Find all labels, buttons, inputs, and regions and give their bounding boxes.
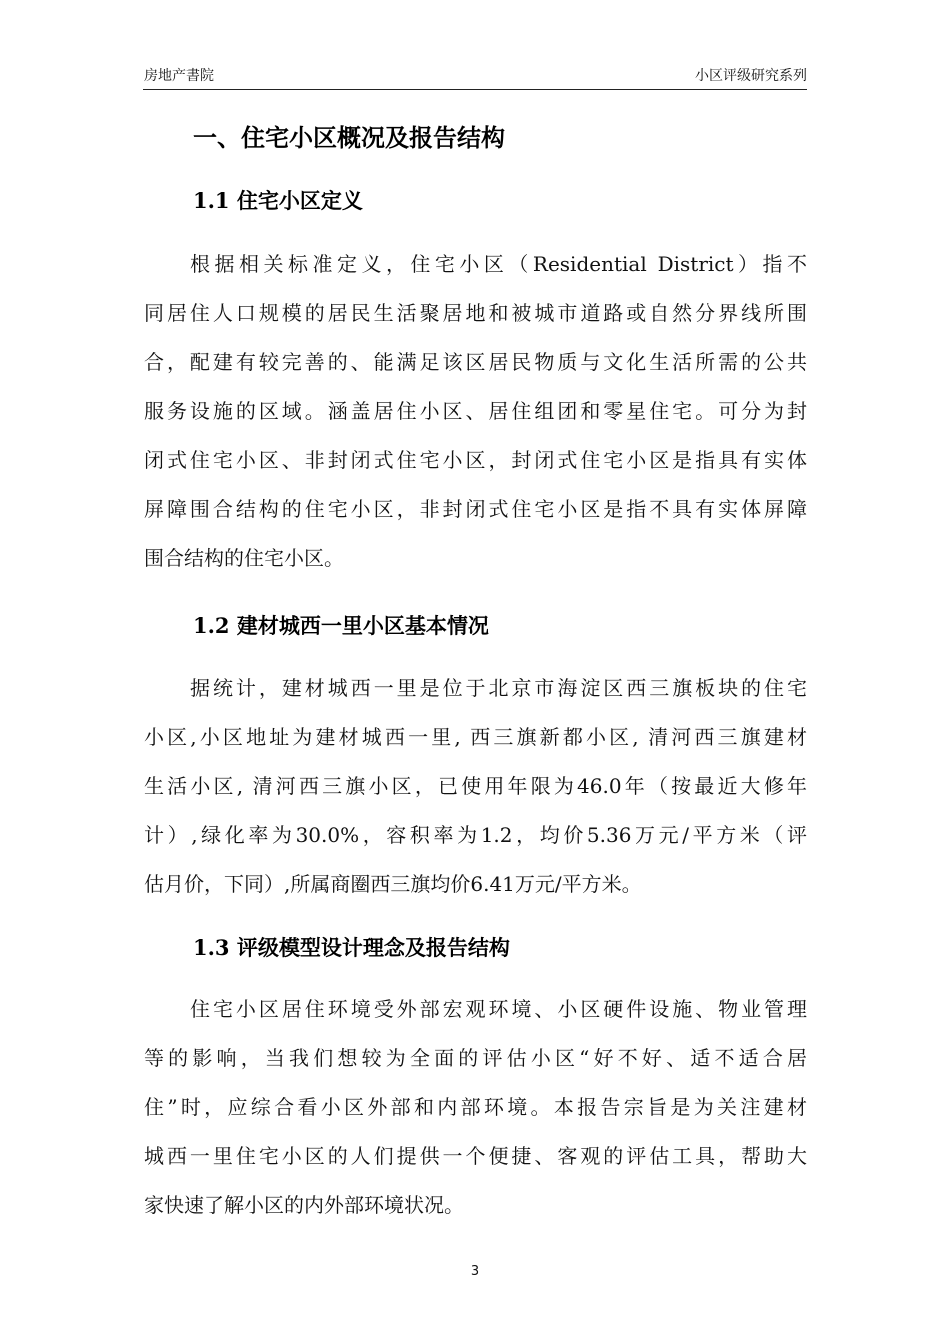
paragraph-line: 计）,绿化率为30.0%，容积率为1.2，均价5.36万元/平方米（评: [144, 823, 807, 847]
paragraph-line: 屏障围合结构的住宅小区，非封闭式住宅小区是指不具有实体屏障: [144, 497, 807, 521]
paragraph-line: 家快速了解小区的内外部环境状况。: [144, 1193, 464, 1217]
section-heading: 一、住宅小区概况及报告结构: [193, 123, 505, 152]
paragraph-rating-model: [144, 985, 807, 1230]
subsection-heading-1-2: 1.2 建材城西一里小区基本情况: [193, 613, 489, 638]
paragraph-line: 小区,小区地址为建材城西一里, 西三旗新都小区, 清河西三旗建材: [144, 725, 807, 749]
paragraph-line: 据统计，建材城西一里是位于北京市海淀区西三旗板块的住宅: [190, 676, 807, 700]
paragraph-line: 同居住人口规模的居民生活聚居地和被城市道路或自然分界线所围: [144, 301, 807, 325]
paragraph-line: 等的影响，当我们想较为全面的评估小区“好不好、适不适合居: [144, 1046, 807, 1070]
paragraph-basic-info: [144, 664, 807, 909]
paragraph-line: 服务设施的区域。涵盖居住小区、居住组团和零星住宅。可分为封: [144, 399, 807, 423]
paragraph-definition: [144, 240, 807, 583]
paragraph-line: 住宅小区居住环境受外部宏观环境、小区硬件设施、物业管理: [190, 997, 807, 1021]
paragraph-line: 根据相关标准定义，住宅小区（Residential District）指不: [190, 252, 807, 276]
paragraph-line: 估月价，下同）,所属商圈西三旗均价6.41万元/平方米。: [144, 872, 642, 896]
paragraph-line: 围合结构的住宅小区。: [144, 546, 344, 570]
header-divider: [143, 89, 807, 90]
header-series-title: 小区评级研究系列: [695, 68, 807, 84]
subsection-heading-1-1: 1.1 住宅小区定义: [193, 188, 363, 213]
header-publisher: 房地产書院: [144, 68, 214, 84]
paragraph-line: 城西一里住宅小区的人们提供一个便捷、客观的评估工具，帮助大: [144, 1144, 807, 1168]
page-number: 3: [470, 1264, 480, 1279]
subsection-heading-1-3: 1.3 评级模型设计理念及报告结构: [193, 935, 510, 960]
paragraph-line: 生活小区, 清河西三旗小区，已使用年限为46.0年（按最近大修年: [144, 774, 807, 798]
paragraph-line: 合，配建有较完善的、能满足该区居民物质与文化生活所需的公共: [144, 350, 807, 374]
paragraph-line: 闭式住宅小区、非封闭式住宅小区，封闭式住宅小区是指具有实体: [144, 448, 807, 472]
paragraph-line: 住”时，应综合看小区外部和内部环境。本报告宗旨是为关注建材: [144, 1095, 807, 1119]
